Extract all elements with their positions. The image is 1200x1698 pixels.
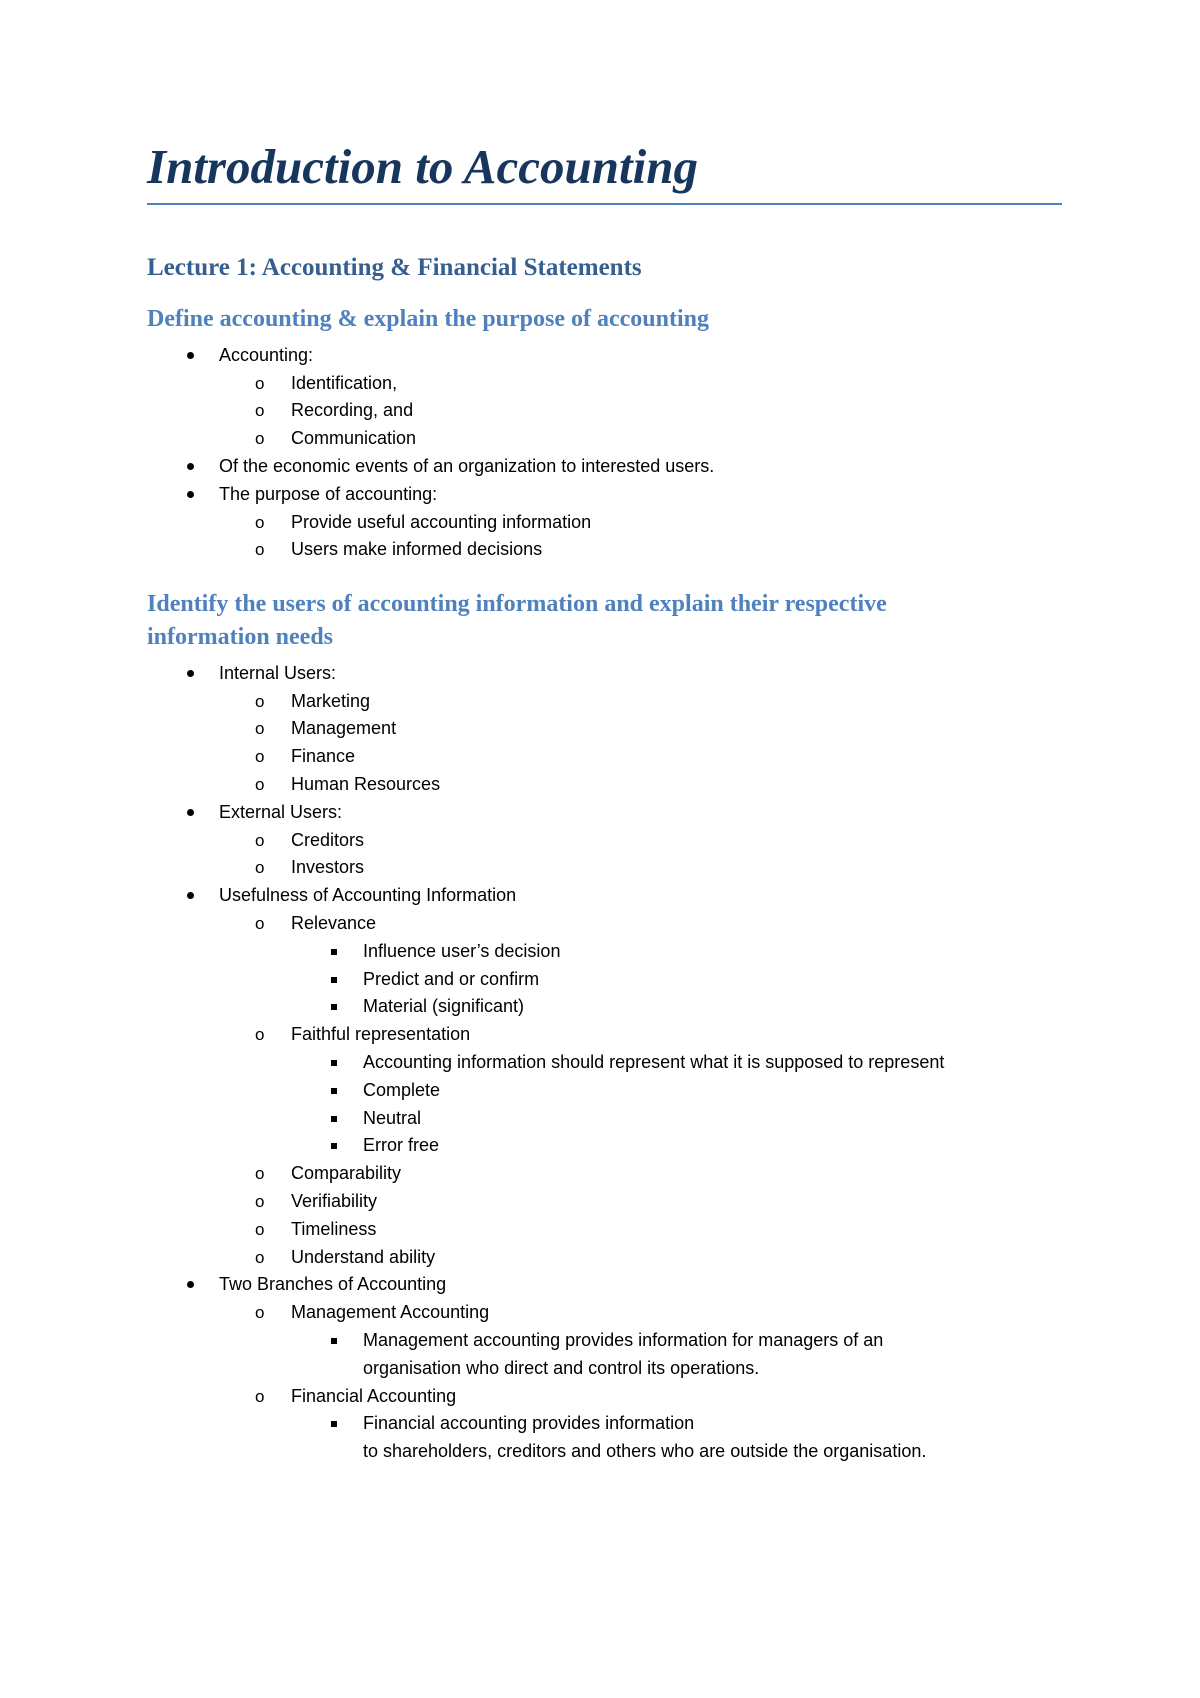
square-bullet-icon	[331, 949, 337, 955]
list-item: Of the economic events of an organization to interested users.	[147, 453, 1062, 481]
circle-bullet-icon: o	[255, 512, 265, 532]
list-item: Neutral	[291, 1105, 1062, 1133]
square-bullet-icon	[331, 977, 337, 983]
list-item: o Financial Accounting Financial accounting provides information to shareholders, creditors and others who are outside the organisation.	[219, 1383, 1062, 1466]
sub-sub-list	[219, 1327, 1062, 1383]
list-item: o Recording, and	[219, 397, 1062, 425]
list-item: Usefulness of Accounting Information o Relevance Influence user’s decision Predict and or confirm Material (significant) o Faithful representation Accounting information should represent what it is supposed to represent Complete Neutral Error free o Comparability o Verifiability o Timeliness o Understand ability	[147, 882, 1062, 1271]
sub-list	[147, 827, 1062, 883]
bullet-icon	[187, 670, 194, 677]
list-item: Accounting information should represent what it is supposed to represent	[291, 1049, 1062, 1077]
list-item: o Identification,	[219, 370, 1062, 398]
bullet-icon	[187, 1281, 194, 1288]
list-item: o Verifiability	[219, 1188, 1062, 1216]
sub-list	[147, 509, 1062, 565]
square-bullet-icon	[331, 1004, 337, 1010]
square-bullet-icon	[331, 1088, 337, 1094]
list-item: o Creditors	[219, 827, 1062, 855]
list-item: Influence user’s decision	[291, 938, 1062, 966]
section-heading-define-accounting: Define accounting & explain the purpose of accounting	[147, 305, 710, 332]
sub-sub-list	[219, 1049, 1062, 1160]
list-item: Complete	[291, 1077, 1062, 1105]
list-item: o Users make informed decisions	[219, 536, 1062, 564]
document-page	[147, 140, 1062, 1466]
circle-bullet-icon: o	[255, 540, 265, 560]
circle-bullet-icon: o	[255, 1025, 265, 1045]
sub-list	[147, 1299, 1062, 1466]
list-item: o Faithful representation Accounting information should represent what it is supposed to represent Complete Neutral Error free	[219, 1021, 1062, 1160]
bullet-icon	[187, 809, 194, 816]
list-item: Financial accounting provides information to shareholders, creditors and others who are outside the organisation.	[291, 1410, 1062, 1466]
circle-bullet-icon: o	[255, 1386, 265, 1406]
circle-bullet-icon: o	[255, 1164, 265, 1184]
list-item: o Comparability	[219, 1160, 1062, 1188]
list-item: Accounting: o Identification, o Recording, and o Communication	[147, 342, 1062, 453]
bullet-icon	[187, 352, 194, 359]
list-item: o Communication	[219, 425, 1062, 453]
square-bullet-icon	[331, 1421, 337, 1427]
square-bullet-icon	[331, 1060, 337, 1066]
circle-bullet-icon: o	[255, 1247, 265, 1267]
list-item: Management accounting provides information for managers of an organisation who direct and control its operations.	[291, 1327, 1062, 1383]
bullet-list	[147, 342, 1062, 564]
bullet-icon	[187, 463, 194, 470]
list-item: o Human Resources	[219, 771, 1062, 799]
list-item: Internal Users: o Marketing o Management o Finance o Human Resources	[147, 660, 1062, 799]
list-item: o Management Accounting Management accounting provides information for managers of an organisation who direct and control its operations.	[219, 1299, 1062, 1382]
bullet-list	[147, 660, 1062, 1466]
list-item: o Investors	[219, 854, 1062, 882]
list-item: External Users: o Creditors o Investors	[147, 799, 1062, 882]
list-item: o Marketing	[219, 688, 1062, 716]
list-item: o Timeliness	[219, 1216, 1062, 1244]
bullet-icon	[187, 491, 194, 498]
circle-bullet-icon: o	[255, 775, 265, 795]
circle-bullet-icon: o	[255, 830, 265, 850]
circle-bullet-icon: o	[255, 691, 265, 711]
square-bullet-icon	[331, 1143, 337, 1149]
list-item: Predict and or confirm	[291, 966, 1062, 994]
list-item: o Management	[219, 715, 1062, 743]
circle-bullet-icon: o	[255, 858, 265, 878]
circle-bullet-icon: o	[255, 1303, 265, 1323]
list-item: o Understand ability	[219, 1244, 1062, 1272]
list-item: Material (significant)	[291, 993, 1062, 1021]
square-bullet-icon	[331, 1338, 337, 1344]
list-item: The purpose of accounting: o Provide useful accounting information o Users make informed decisions	[147, 481, 1062, 564]
circle-bullet-icon: o	[255, 1192, 265, 1212]
sub-sub-list	[219, 1410, 1062, 1466]
section-heading-users: Identify the users of accounting information and explain their respective information needs	[147, 591, 887, 651]
circle-bullet-icon: o	[255, 373, 265, 393]
sub-list	[147, 370, 1062, 453]
circle-bullet-icon: o	[255, 747, 265, 767]
square-bullet-icon	[331, 1116, 337, 1122]
circle-bullet-icon: o	[255, 914, 265, 934]
bullet-icon	[187, 892, 194, 899]
list-item: o Relevance Influence user’s decision Predict and or confirm Material (significant)	[219, 910, 1062, 1021]
document-title: Introduction to Accounting	[147, 140, 1062, 205]
circle-bullet-icon: o	[255, 429, 265, 449]
circle-bullet-icon: o	[255, 1219, 265, 1239]
sub-list	[147, 688, 1062, 799]
lecture-heading: Lecture 1: Accounting & Financial Statements	[147, 253, 642, 281]
list-item: o Provide useful accounting information	[219, 509, 1062, 537]
circle-bullet-icon: o	[255, 719, 265, 739]
list-item: Error free	[291, 1132, 1062, 1160]
sub-sub-list	[219, 938, 1062, 1021]
circle-bullet-icon: o	[255, 401, 265, 421]
sub-list	[147, 910, 1062, 1271]
list-item: o Finance	[219, 743, 1062, 771]
list-item: Two Branches of Accounting o Management Accounting Management accounting provides information for managers of an organisation who direct and control its operations. o Financial Accounting Financial accounting provides information to shareholders, creditors and others who are outside the organisation.	[147, 1271, 1062, 1466]
